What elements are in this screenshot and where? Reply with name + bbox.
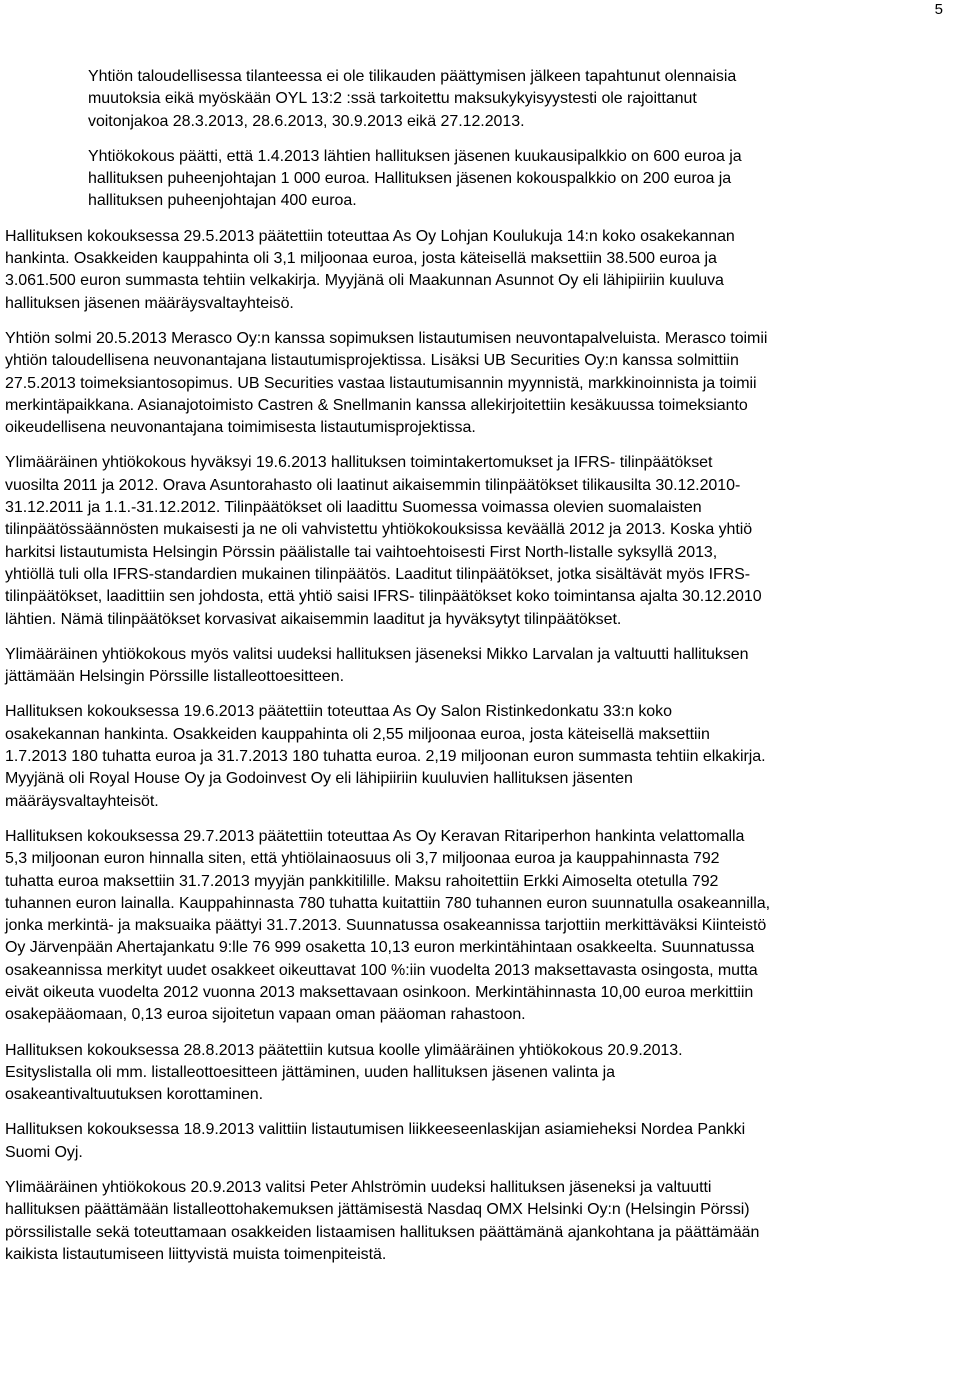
paragraph-keravan-ritariperho-acquisition: Hallituksen kokouksessa 29.7.2013 päätettiin toteuttaa As Oy Keravan Ritariperhon hankinta velattomalla 5,3 miljoonan euron hinnalla siten, että yhtiölainaosuus oli 3,7 miljoonaa euroa ja kauppahinnasta 792 tuhatta euroa maksettiin 31.7.2013 myyjän pankkitilille. Maksu rahoitettiin Erkki Aimoselta otetulla 792 tuhannen euron lainalla. Kauppahinnasta 780 tuhatta kuitattiin 780 tuhannen euron suunnatulla osakeannilla, jonka merkintä- ja maksuaika päättyi 31.7.2013. Suunnatussa osakeannissa tarjottiin merkittäväksi Kiinteistö Oy Järvenpään Ahertajankatu 9:lle 76 999 osaketta 10,13 euron merkintähintaan osakkeelta. Suunnatussa osakeannissa merkityt uudet osakkeet oikeuttavat 100 %:iin vuodelta 2013 maksettavasta osingosta, mutta eivät oikeuta vuodelta 2012 vuonna 2013 maksettavaan osinkoon. Merkintähinnasta 10,00 euroa merkittiin osakepääomaan, 0,13 euroa sijoitetun vapaan oman pääoman rahastoon. [5, 827, 771, 1024]
paragraph-salon-ristinkedonkatu-acquisition: Hallituksen kokouksessa 19.6.2013 päätettiin toteuttaa As Oy Salon Ristinkedonkatu 33:n koko osakekannan hankinta. Osakkeiden kauppahinta oli 2,55 miljoonaa euroa, josta käteisellä maksettiin 1.7.2013 180 tuhatta euroa ja 31.7.2013 180 tuhatta euroa. 2,19 miljoonan euron summasta tehtiin elkakirja. Myyjänä oli Royal House Oy ja Godoinvest Oy eli lähipiiriin kuuluvien hallituksen jäsenten määräysvaltayhteisöt. [5, 703, 766, 810]
page-number: 5 [934, 1, 943, 18]
paragraph-issuer-agent: Hallituksen kokouksessa 18.9.2013 valittiin listautumisen liikkeeseenlaskijan asiamieheksi Nordea Pankki Suomi Oyj. [5, 1121, 746, 1161]
paragraph-lohjan-koulukuja-acquisition: Hallituksen kokouksessa 29.5.2013 päätettiin toteuttaa As Oy Lohjan Koulukuja 14:n koko osakekannan hankinta. Osakkeiden kauppahinta oli 3,1 miljoonaa euroa, josta käteisellä maksettiin 38.500 euroa ja 3.061.500 euron summasta tehtiin velkakirja. Myyjänä oli Maakunnan Asunnot Oy eli lähipiiriin kuuluva hallituksen jäsenen määräysvaltayhteisö. [5, 227, 735, 312]
paragraph-ifrs-statements: Ylimääräinen yhtiökokous hyväksyi 19.6.2013 hallituksen toimintakertomukset ja IFRS- tilinpäätökset vuosilta 2011 ja 2012. Orava Asuntorahasto oli laatinut aikaisemmin tilinpäätökset tilikausilta 30.12.2010- 31.12.2011 ja 1.1.-31.12.2012. Tilinpäätökset oli laadittu Suomessa voimassa olevien suomalaisten tilinpäätössäännösten mukaisesti ja ne oli vahvistettu yhtiökokouksissa keväällä 2012 ja 2013. Koska yhtiö harkitsi listautumista Helsingin Pörssin päälistalle tai vaihtoehtoisesti First North-listalle syksyllä 2013, yhtiöllä tuli olla IFRS-standardien mukainen tilinpäätös. Laaditut tilinpäätökset, jotka sisältävät myös IFRS- tilinpäätökset, laadittiin sen johdosta, että yhtiö saisi IFRS- tilinpäätökset koko toimintansa ajalta 30.12.2010 lähtien. Nämä tilinpäätökset korvasivat aikaisemmin laaditut ja hyväksytyt tilinpäätökset. [5, 454, 762, 628]
paragraph-extraordinary-meeting-call: Hallituksen kokouksessa 28.8.2013 päätettiin kutsua koolle ylimääräinen yhtiökokous 20.9.2013. Esityslistalla oli mm. listalleottoesitteen jättäminen, uuden hallituksen jäsenen valinta ja osakeantivaltuutuksen korottaminen. [5, 1041, 683, 1104]
document-body [5, 66, 960, 1279]
paragraph-board-fees: Yhtiökokous päätti, että 1.4.2013 lähtien hallituksen jäsenen kuukausipalkkio on 600 euroa ja hallituksen puheenjohtajan 1 000 euroa. Hallituksen jäsenen kokouspalkkio on 200 euroa ja hallituksen puheenjohtajan 400 euroa. [88, 147, 742, 210]
paragraph-new-board-member: Ylimääräinen yhtiökokous myös valitsi uudeksi hallituksen jäseneksi Mikko Larvalan ja valtuutti hallituksen jättämään Helsingin Pörssille listalleottoesitteen. [5, 645, 749, 686]
paragraph-financial-position: Yhtiön taloudellisessa tilanteessa ei ole tilikauden päättymisen jälkeen tapahtunut olennaisia muutoksia eikä myöskään OYL 13:2 :ssä tarkoitettu maksukykyisyystesti ole rajoittanut voitonjakoa 28.3.2013, 28.6.2013, 30.9.2013 eikä 27.12.2013. [88, 68, 737, 130]
paragraph-listing-authorization: Ylimääräinen yhtiökokous 20.9.2013 valitsi Peter Ahlströmin uudeksi hallituksen jäseneksi ja valtuutti hallituksen päättämään listalleottohakemuksen jättämisestä Nasdaq OMX Helsinki Oy:n (Helsingin Pörssi) pörssilistalle sekä toteuttamaan osakkeiden listaamisen hallituksen päättämänä ajankohtana ja päättämään kaikista listautumiseen liittyvistä muista toimenpiteistä. [5, 1179, 760, 1263]
paragraph-listing-advisors: Yhtiön solmi 20.5.2013 Merasco Oy:n kanssa sopimuksen listautumisen neuvontapalveluista. Merasco toimii yhtiön taloudellisena neuvonantajana listautumisprojektissa. Lisäksi UB Securities Oy:n kanssa solmittiin 27.5.2013 toimeksiantosopimus. UB Securities vastaa listautumisannin myynnistä, markkinoinnista ja toimii merkintäpaikkana. Asianajotoimisto Castren & Snellmanin kanssa allekirjoitettiin kesäkuussa toimeksianto oikeudellisena neuvonantajana toimimisesta listautumisprojektissa. [5, 329, 768, 437]
